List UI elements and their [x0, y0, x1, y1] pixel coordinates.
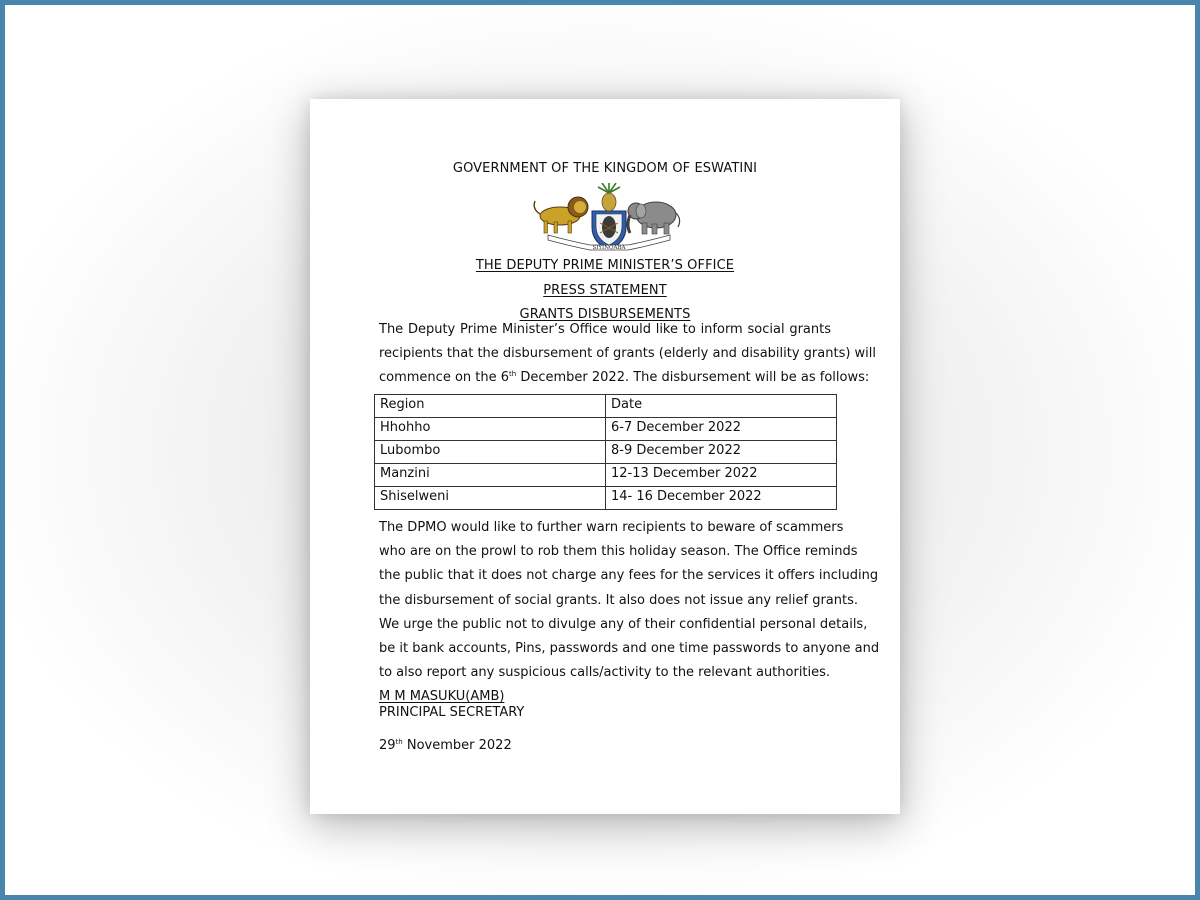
warning-line: the disbursement of social grants. It also does not issue any relief grants. — [379, 592, 859, 608]
region-cell: Lubombo — [375, 441, 606, 464]
shield-icon — [592, 211, 626, 249]
lion-icon — [534, 197, 588, 233]
region-cell: Shiselweni — [375, 487, 606, 510]
table-row — [375, 464, 837, 487]
urge-line: We urge the public not to divulge any of their confidential personal details, — [379, 617, 868, 632]
table-row — [375, 418, 837, 441]
date-cell: 12-13 December 2022 — [606, 464, 837, 487]
date-cell: 8-9 December 2022 — [606, 441, 837, 464]
signatory-name: M M MASUKU(AMB) — [379, 689, 505, 704]
table-row — [375, 487, 837, 510]
urge-line: be it bank accounts, Pins, passwords and one time passwords to anyone and — [379, 641, 880, 657]
subject-heading: GRANTS DISBURSEMENTS — [519, 307, 691, 322]
intro-paragraph — [379, 318, 877, 391]
urge-paragraph — [379, 613, 880, 686]
statement-date: 29th November 2022 — [379, 738, 512, 753]
government-heading: GOVERNMENT OF THE KINGDOM OF ESWATINI — [452, 161, 758, 176]
warning-line: the public that it does not charge any fees for the services it offers including — [379, 568, 879, 584]
region-header: Region — [375, 395, 606, 418]
signatory-title: PRINCIPAL SECRETARY — [379, 705, 525, 720]
disbursement-schedule-table — [374, 394, 837, 510]
table-row — [375, 441, 837, 464]
date-cell: 14- 16 December 2022 — [606, 487, 837, 510]
crest-motto: SIYINQABA — [592, 245, 626, 251]
table-header-row — [375, 395, 837, 418]
warning-paragraph — [379, 516, 879, 613]
date-header: Date — [606, 395, 837, 418]
region-cell: Hhohho — [375, 418, 606, 441]
date-cell: 6-7 December 2022 — [606, 418, 837, 441]
intro-line: commence on the 6th December 2022. The disbursement will be as follows: — [379, 370, 870, 386]
elephant-icon — [628, 202, 680, 234]
office-heading: THE DEPUTY PRIME MINISTER’S OFFICE — [475, 258, 735, 273]
press-statement-page — [310, 99, 900, 814]
warning-line: The DPMO would like to further warn recipients to beware of scammers — [379, 520, 844, 535]
intro-line: recipients that the disbursement of grants (elderly and disability grants) will — [379, 346, 877, 362]
intro-line: The Deputy Prime Minister’s Office would like to inform social grants — [379, 322, 831, 337]
coat-of-arms-icon — [530, 183, 686, 253]
region-cell: Manzini — [375, 464, 606, 487]
plume-icon — [598, 183, 620, 211]
warning-line: who are on the prowl to rob them this holiday season. The Office reminds — [379, 544, 858, 560]
urge-line: to also report any suspicious calls/activity to the relevant authorities. — [379, 665, 831, 681]
press-statement-heading: PRESS STATEMENT — [543, 283, 667, 298]
